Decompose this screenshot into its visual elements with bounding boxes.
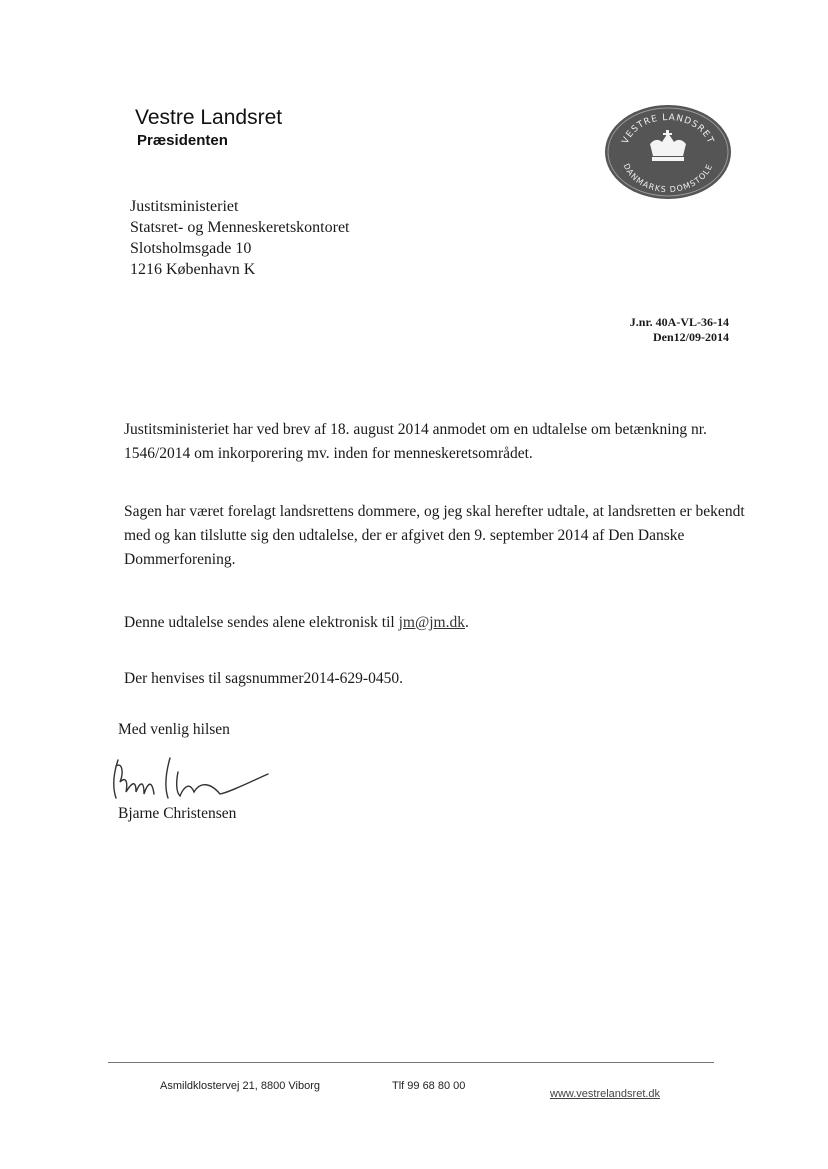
- court-seal-logo: [604, 104, 732, 200]
- letter-date: Den12/09-2014: [653, 330, 729, 344]
- paragraph3-suffix: .: [464, 614, 469, 631]
- recipient-line: Justitsministeriet: [130, 198, 239, 215]
- recipient-line: Statsret- og Menneskeretskontoret: [130, 219, 350, 236]
- email-link[interactable]: jm@jm.dk: [398, 614, 465, 631]
- footer-website-link[interactable]: www.vestrelandsret.dk: [550, 1088, 661, 1100]
- handwritten-signature: [100, 752, 290, 812]
- paragraph3-prefix: Denne udtalelse sendes alene elektronisk til: [124, 614, 399, 631]
- closing-greeting: Med venlig hilsen: [118, 721, 230, 738]
- body-paragraph-2: Sagen har været forelagt landsrettens dommere, og jeg skal herefter udtale, at landsretten er bekendt med og kan tilslutte sig den udtalelse, der er afgivet den 9. september 2014 af Den Danske Dommerforening.: [124, 503, 745, 568]
- recipient-line: 1216 København K: [130, 261, 256, 278]
- signer-name: Bjarne Christensen: [118, 805, 237, 822]
- footer-address: Asmildklostervej 21, 8800 Viborg: [160, 1080, 320, 1092]
- court-name: Vestre Landsret: [135, 106, 283, 129]
- journal-number: J.nr. 40A-VL-36-14: [629, 315, 729, 329]
- recipient-address: [130, 196, 350, 280]
- court-subtitle: Præsidenten: [137, 132, 228, 149]
- footer-phone: Tlf 99 68 80 00: [392, 1080, 466, 1092]
- footer-divider: [108, 1062, 714, 1063]
- body-paragraph-4: Der henvises til sagsnummer2014-629-0450.: [124, 670, 403, 687]
- body-paragraph-1: Justitsministeriet har ved brev af 18. august 2014 anmodet om en udtalelse om betænkning nr. 1546/2014 om inkorporering mv. inden for menneskeretsområdet.: [124, 421, 707, 462]
- recipient-line: Slotsholmsgade 10: [130, 240, 252, 257]
- body-paragraph-3: [124, 611, 764, 635]
- reference-block: [630, 315, 729, 345]
- svg-text:VESTRE LANDSRET: VESTRE LANDSRET: [620, 112, 716, 146]
- svg-text:DANMARKS DOMSTOLE: DANMARKS DOMSTOLE: [621, 162, 715, 195]
